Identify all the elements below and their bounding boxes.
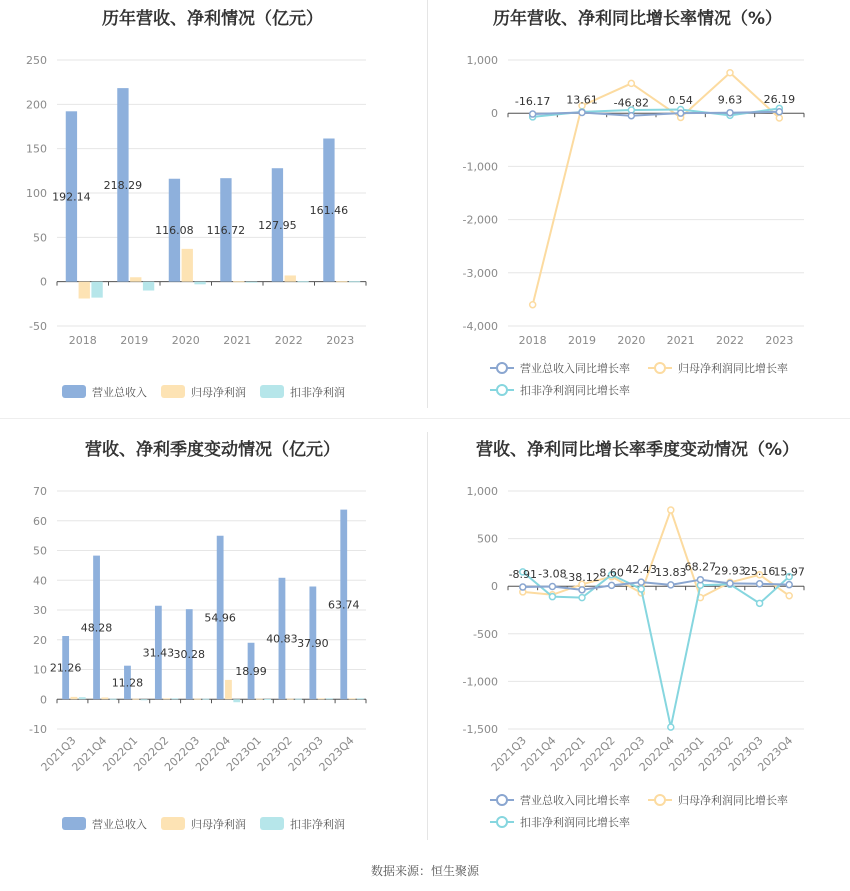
data-label: 63.74 xyxy=(328,598,360,612)
x-tick-label: 2021Q4 xyxy=(69,733,110,774)
x-tick-label: 2023Q3 xyxy=(725,733,766,774)
deducted-profit-bar xyxy=(194,282,205,285)
y-tick-label: -1,000 xyxy=(462,160,498,174)
data-label: 127.95 xyxy=(258,218,297,232)
legend-label: 归母净利润 xyxy=(191,818,246,831)
net-profit-bar xyxy=(71,697,78,699)
legend-swatch xyxy=(161,817,185,830)
data-label: 8.60 xyxy=(599,566,624,580)
deducted-profit-growth-line xyxy=(523,572,789,727)
y-tick-label: -1,500 xyxy=(462,723,498,736)
net-profit-bar xyxy=(194,699,201,700)
y-tick-label: -3,000 xyxy=(462,266,498,280)
net-profit-bar xyxy=(318,698,325,699)
x-tick-label: 2022Q4 xyxy=(636,733,677,774)
deducted-profit-growth-point xyxy=(638,586,644,592)
x-tick-label: 2020 xyxy=(171,334,200,347)
y-tick-label: 60 xyxy=(33,514,47,528)
net-profit-bar xyxy=(233,281,244,282)
deducted-profit-growth-point xyxy=(579,595,585,601)
x-tick-label: 2019 xyxy=(568,334,596,347)
data-label: -46.82 xyxy=(613,96,650,110)
y-tick-label: -1,000 xyxy=(462,675,498,689)
y-tick-label: 100 xyxy=(26,187,47,200)
deducted-profit-bar xyxy=(357,698,364,699)
legend-label: 扣非净利润同比增长率 xyxy=(520,816,630,829)
legend-swatch-marker xyxy=(497,385,507,395)
x-tick-label: 2022 xyxy=(274,334,303,347)
deducted-profit-bar xyxy=(110,699,117,700)
y-tick-label: -500 xyxy=(473,627,498,641)
revenue-growth-point xyxy=(757,581,763,587)
net-profit-bar xyxy=(287,699,294,700)
x-tick-label: 2022 xyxy=(716,334,744,347)
y-tick-label: 0 xyxy=(40,693,47,707)
y-tick-label: -10 xyxy=(29,723,47,736)
data-label: -3.08 xyxy=(538,567,567,581)
data-label: 26.19 xyxy=(763,92,796,106)
y-tick-label: 70 xyxy=(33,485,47,498)
x-tick-label: 2023Q2 xyxy=(696,733,737,774)
y-tick-label: 1,000 xyxy=(466,54,498,67)
deducted-profit-bar xyxy=(233,699,240,702)
deducted-profit-bar xyxy=(246,282,257,283)
y-tick-label: 1,000 xyxy=(466,485,498,498)
revenue-growth-point xyxy=(579,587,585,593)
y-tick-label: 50 xyxy=(33,544,47,558)
chart-title: 历年营收、净利同比增长率情况（%） xyxy=(492,9,783,29)
x-tick-label: 2018 xyxy=(68,334,97,347)
y-tick-label: 50 xyxy=(33,231,47,245)
deducted-profit-bar xyxy=(143,282,154,291)
data-label: 192.14 xyxy=(52,190,91,204)
data-label: 21.26 xyxy=(49,661,82,675)
chart-title: 营收、净利季度变动情况（亿元） xyxy=(85,440,340,460)
net-profit-bar xyxy=(225,680,232,699)
x-tick-label: 2021 xyxy=(666,334,695,347)
x-tick-label: 2019 xyxy=(120,334,149,347)
net-profit-bar xyxy=(101,697,108,699)
x-tick-label: 2022Q1 xyxy=(100,733,141,774)
deducted-profit-bar xyxy=(141,699,148,700)
x-tick-label: 2023Q4 xyxy=(755,733,796,774)
data-label: 42.43 xyxy=(625,563,657,577)
net-profit-bar xyxy=(130,277,141,281)
legend-swatch-marker xyxy=(655,363,665,373)
x-tick-label: 2021Q3 xyxy=(488,733,529,774)
x-tick-label: 2022Q2 xyxy=(131,733,172,774)
x-tick-label: 2022Q2 xyxy=(577,733,618,774)
data-label: 9.63 xyxy=(717,93,743,107)
y-tick-label: 20 xyxy=(33,633,47,647)
deducted-profit-growth-point xyxy=(668,724,674,730)
revenue-growth-point xyxy=(638,579,644,585)
deducted-profit-bar xyxy=(79,697,86,699)
y-tick-label: 0 xyxy=(491,580,498,594)
deducted-profit-bar xyxy=(172,698,179,699)
x-tick-label: 2023Q2 xyxy=(254,733,295,774)
legend-label: 营业总收入同比增长率 xyxy=(520,794,630,807)
x-tick-label: 2023 xyxy=(765,334,794,347)
revenue-growth-point xyxy=(549,583,555,589)
revenue-growth-point xyxy=(678,110,684,116)
x-tick-label: 2023Q1 xyxy=(666,733,707,774)
legend-swatch xyxy=(62,385,86,398)
data-label: 218.29 xyxy=(103,178,143,192)
net-profit-bar xyxy=(132,699,139,700)
legend-label: 扣非净利润 xyxy=(290,386,345,399)
data-label: 11.28 xyxy=(111,676,144,690)
revenue-growth-point xyxy=(727,580,733,586)
y-tick-label: -50 xyxy=(29,320,47,333)
legend-label: 归母净利润同比增长率 xyxy=(678,794,788,807)
legend-label: 扣非净利润同比增长率 xyxy=(520,384,630,397)
net-profit-bar xyxy=(256,699,263,700)
legend-label: 营业总收入 xyxy=(92,818,147,831)
net-profit-growth-point xyxy=(727,70,733,76)
x-tick-label: 2023Q1 xyxy=(223,733,264,774)
data-label: 116.08 xyxy=(155,224,194,238)
data-label: -16.17 xyxy=(514,95,551,109)
revenue-growth-point xyxy=(579,109,585,115)
data-label: 0.54 xyxy=(668,94,693,108)
y-tick-label: 500 xyxy=(477,532,498,546)
net-profit-bar xyxy=(285,275,296,281)
data-label: 68.27 xyxy=(684,560,717,574)
legend-swatch xyxy=(62,817,86,830)
legend-swatch xyxy=(260,817,284,830)
revenue-growth-point xyxy=(609,582,615,588)
legend-swatch-marker xyxy=(497,363,507,373)
data-label: 29.93 xyxy=(714,564,746,578)
data-label: 13.61 xyxy=(566,93,598,107)
y-tick-label: 30 xyxy=(33,604,47,617)
net-profit-growth-line xyxy=(533,73,780,305)
data-label: 37.90 xyxy=(297,636,329,650)
revenue-growth-point xyxy=(786,582,792,588)
net-profit-bar xyxy=(349,698,356,699)
x-tick-label: 2021 xyxy=(223,334,252,347)
y-tick-label: 10 xyxy=(33,663,47,677)
data-label: 40.83 xyxy=(266,632,298,646)
revenue-growth-point xyxy=(776,109,782,115)
net-profit-bar xyxy=(79,282,90,299)
y-tick-label: 40 xyxy=(33,574,47,588)
deducted-profit-bar xyxy=(202,699,209,700)
x-tick-label: 2021Q3 xyxy=(38,733,79,774)
legend-swatch-marker xyxy=(497,795,507,805)
net-profit-growth-point xyxy=(530,302,536,308)
data-label: -8.91 xyxy=(508,568,538,582)
deducted-profit-growth-point xyxy=(757,600,763,606)
deducted-profit-bar xyxy=(349,281,360,282)
data-source: 数据来源：恒生聚源 xyxy=(370,864,479,878)
revenue-growth-point xyxy=(668,582,674,588)
deducted-profit-bar xyxy=(295,699,302,700)
legend-label: 扣非净利润 xyxy=(290,818,345,831)
revenue-growth-point xyxy=(520,584,526,590)
y-tick-label: 250 xyxy=(26,54,47,67)
deducted-profit-bar xyxy=(326,698,333,699)
data-label: 15.97 xyxy=(773,565,805,579)
x-tick-label: 2022Q4 xyxy=(193,733,234,774)
x-tick-label: 2023Q3 xyxy=(285,733,326,774)
deducted-profit-growth-point xyxy=(549,594,555,600)
revenue-growth-point xyxy=(697,577,703,583)
net-profit-bar xyxy=(182,249,193,282)
legend-label: 营业总收入同比增长率 xyxy=(520,362,630,375)
net-profit-growth-point xyxy=(776,115,782,121)
revenue-growth-point xyxy=(530,111,536,117)
chart-title: 历年营收、净利情况（亿元） xyxy=(102,9,323,29)
revenue-growth-point xyxy=(727,110,733,116)
x-tick-label: 2023 xyxy=(326,334,355,347)
legend-swatch-marker xyxy=(655,795,665,805)
net-profit-growth-point xyxy=(668,507,674,513)
data-label: 116.72 xyxy=(206,223,246,237)
net-profit-growth-point xyxy=(786,593,792,599)
net-profit-bar xyxy=(336,281,347,282)
y-tick-label: -2,000 xyxy=(462,213,498,227)
net-profit-bar xyxy=(163,698,170,699)
y-tick-label: 150 xyxy=(26,142,47,156)
legend-label: 营业总收入 xyxy=(92,386,147,399)
x-tick-label: 2018 xyxy=(518,334,547,347)
legend-swatch-marker xyxy=(497,817,507,827)
data-label: 18.99 xyxy=(235,665,267,679)
legend-swatch xyxy=(260,385,284,398)
x-tick-label: 2023Q4 xyxy=(316,733,357,774)
x-tick-label: 2022Q3 xyxy=(162,733,203,774)
x-tick-label: 2020 xyxy=(617,334,646,347)
y-tick-label: -4,000 xyxy=(462,320,498,333)
data-label: 13.83 xyxy=(655,565,687,579)
deducted-profit-bar xyxy=(264,699,271,700)
data-label: 54.96 xyxy=(204,611,236,625)
y-tick-label: 200 xyxy=(26,98,47,112)
legend-label: 归母净利润 xyxy=(191,386,246,399)
y-tick-label: 0 xyxy=(491,107,498,121)
x-tick-label: 2021Q4 xyxy=(518,733,559,774)
deducted-profit-bar xyxy=(91,282,102,298)
legend-swatch xyxy=(161,385,185,398)
x-tick-label: 2022Q1 xyxy=(548,733,589,774)
data-label: 161.46 xyxy=(309,204,349,218)
revenue-growth-point xyxy=(628,113,634,119)
data-label: 30.28 xyxy=(173,648,206,662)
deducted-profit-bar xyxy=(297,281,308,282)
data-label: 25.16 xyxy=(743,564,776,578)
chart-title: 营收、净利同比增长率季度变动情况（%） xyxy=(475,440,800,460)
data-label: 48.28 xyxy=(80,621,113,635)
net-profit-growth-point xyxy=(628,80,634,86)
legend-label: 归母净利润同比增长率 xyxy=(678,362,788,375)
x-tick-label: 2022Q3 xyxy=(607,733,648,774)
data-label: 31.43 xyxy=(142,646,175,660)
y-tick-label: 0 xyxy=(40,275,47,289)
data-label: -38.12 xyxy=(564,570,600,584)
